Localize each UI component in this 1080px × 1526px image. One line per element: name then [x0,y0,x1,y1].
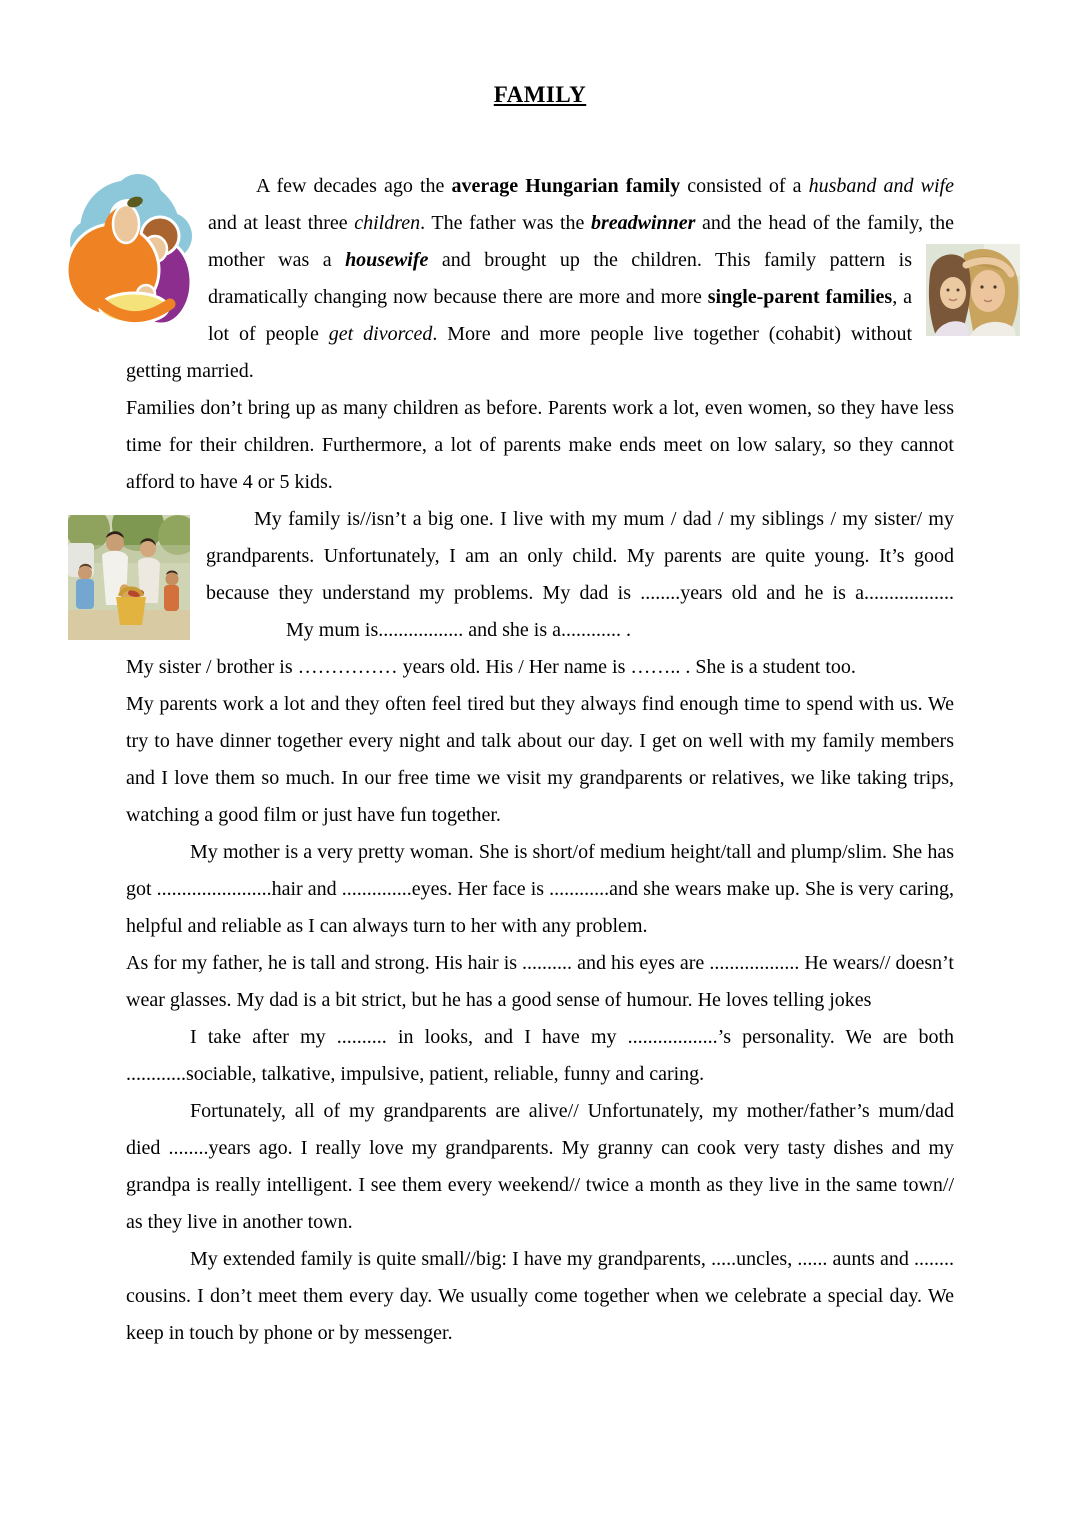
paragraph-intro [126,168,954,390]
paragraph-father [126,945,954,1019]
text-run: , a lot of people [208,286,912,345]
emphasized-text: husband and wife [808,175,954,197]
emphasized-text: get divorced [328,323,433,345]
text-run: My parents work a lot and they often feel tired but they always find enough time to spend with us. We try to have dinner together every night and talk about our day. I get on well with my family members and I love them so much. In our free time we visit my grandparents or relatives, we like taking trips, watching a good film or just have fun together. [126,693,954,826]
text-run: My extended family is quite small//big: I have my grandparents, .....uncles, ...... aunts and ........ cousins. I don’t meet them every day. We usually come together when we celebrate a special day. We keep in touch by phone or by messenger. [126,1248,954,1344]
paragraph-sibling [126,649,954,686]
paragraph-my-family [126,501,954,649]
emphasized-text: average Hungarian family [451,175,681,197]
text-run: My sister / brother is …………… years old. His / Her name is …….. . She is a student too. [126,656,856,678]
text-run: Fortunately, all of my grandparents are alive// Unfortunately, my mother/father’s mum/dad died ........years ago. I really love my grandparents. My granny can cook very tasty dishes and my grandpa is really intelligent. I see them every weekend// twice a month as they live in the same town// as they live in another town. [126,1100,954,1233]
text-run: My mum is................. and she is a............ . [286,619,631,641]
emphasized-text: breadwinner [590,212,696,234]
paragraph-take-after [126,1019,954,1093]
emphasized-text: housewife [345,249,429,271]
text-run: . The father was the [420,212,591,234]
text-run: My family is//isn’t a big one. I live with my mum / dad / my siblings / my sister/ my grandparents. Unfortunately, I am an only child. My parents are quite young. It’s good because they understand my problems. My dad is ........years old and he is a.................. [206,508,954,604]
paragraph-parents-time [126,686,954,834]
emphasized-text: children [354,212,421,234]
paragraph-families-today [126,390,954,501]
text-run: Families don’t bring up as many children as before. Parents work a lot, even women, so they have less time for their children. Furthermore, a lot of parents make ends meet on low salary, so they cannot afford to have 4 or 5 kids. [126,397,954,493]
emphasized-text: single-parent families [707,286,893,308]
text-run: A few decades ago the [256,175,452,197]
text-run: I take after my .......... in looks, and I have my ..................’s personality. We are both ............sociable, talkative, impulsive, patient, reliable, funny and caring. [126,1026,954,1085]
paragraph-extended-family [126,1241,954,1352]
text-run: consisted of a [680,175,809,197]
text-run: and brought up the children. This family pattern is dramatically changing now because there are more and more [208,249,912,308]
text-run: and the head of the family, the mother was a [208,212,954,271]
text-run: and at least three [208,212,355,234]
family-clipart [68,170,194,332]
paragraph-mother [126,834,954,945]
document-title: FAMILY [493,82,587,107]
text-run: . More and more people live together (cohabit) without getting married. [126,323,913,382]
text-run: My mother is a very pretty woman. She is short/of medium height/tall and plump/slim. She has got .......................hair and ..............eyes. Her face is ............and she wears make up. She is very caring, helpful and reliable as I can always turn to her with any problem. [126,841,954,937]
family-walking-photo [68,515,190,640]
paragraph-grandparents [126,1093,954,1241]
text-run: As for my father, he is tall and strong. His hair is .......... and his eyes are .................. He wears// doesn’t wear glasses. My dad is a bit strict, but he has a good sense of humour. He loves telling jokes [126,952,954,1011]
